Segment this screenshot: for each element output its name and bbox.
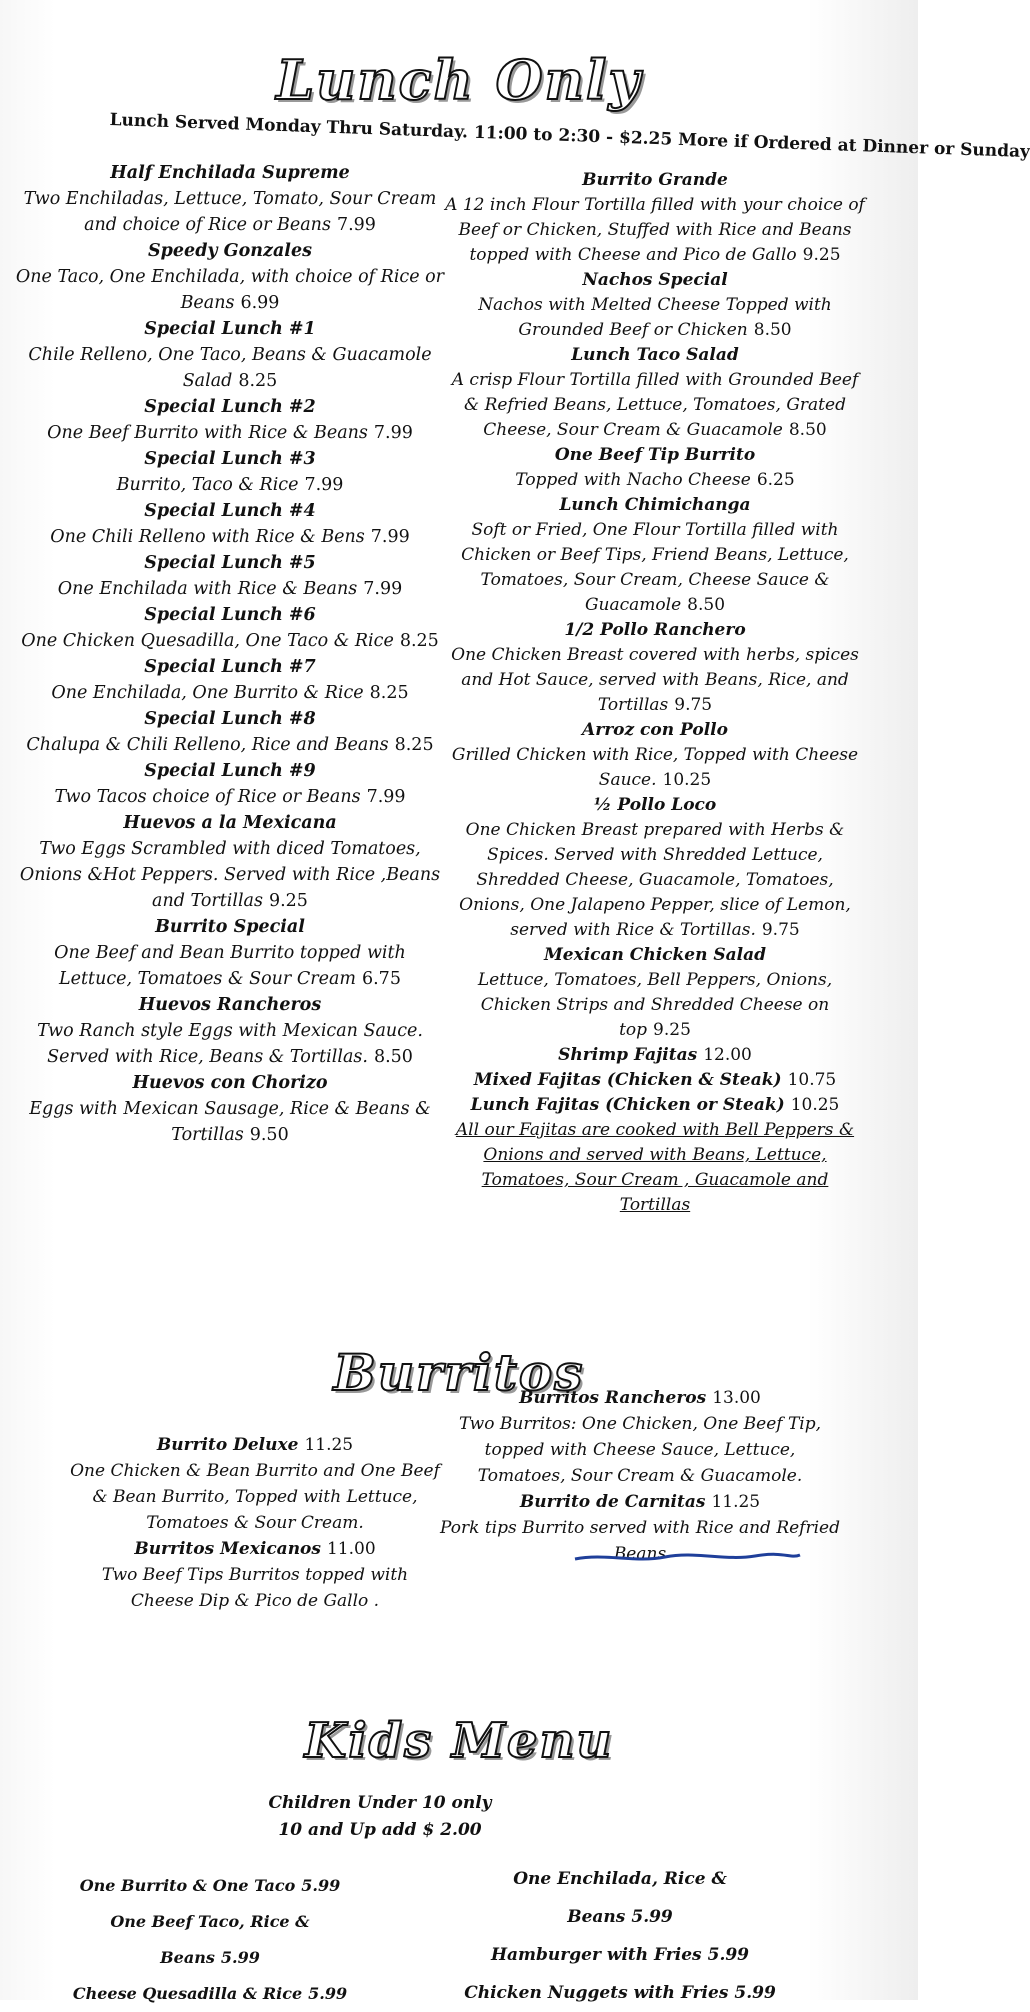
item-desc: One Beef and Bean Burrito topped with Lettuce, Tomatoes & Sour Cream xyxy=(54,943,406,989)
menu-item xyxy=(15,316,445,394)
lunch-right-column xyxy=(445,168,865,1218)
item-desc: Two Burritos: One Chicken, One Beef Tip, topped with Cheese Sauce, Lettuce, Tomatoes, Sour Cream & Guacamole. xyxy=(458,1414,822,1486)
item-price: 5.99 xyxy=(631,1907,673,1927)
item-desc: Two Enchiladas, Lettuce, Tomato, Sour Cream and choice of Rice or Beans xyxy=(23,189,437,235)
item-name: Burritos Mexicanos xyxy=(134,1539,321,1559)
item-price: 9.25 xyxy=(653,1020,691,1040)
item-price: 8.50 xyxy=(373,1047,413,1067)
item-name: Huevos a la Mexicana xyxy=(123,813,337,833)
kids-item xyxy=(460,1860,780,1936)
item-name: Huevos con Chorizo xyxy=(132,1073,328,1093)
item-name: Special Lunch #8 xyxy=(144,709,316,729)
item-name: ½ Pollo Loco xyxy=(593,795,717,815)
item-price: 10.25 xyxy=(662,770,712,790)
item-price: 9.50 xyxy=(249,1125,289,1145)
menu-item xyxy=(70,1432,440,1536)
item-price: 6.75 xyxy=(361,969,401,989)
menu-item xyxy=(15,706,445,758)
menu-item xyxy=(445,943,865,1043)
item-name: Burrito Grande xyxy=(582,170,728,190)
menu-item xyxy=(15,602,445,654)
item-name: One Enchilada, Rice & Beans xyxy=(513,1869,727,1927)
item-name: Special Lunch #6 xyxy=(144,605,316,625)
item-price: 6.25 xyxy=(756,470,795,490)
menu-item xyxy=(445,1068,865,1093)
item-desc: One Enchilada with Rice & Beans xyxy=(57,579,358,599)
menu-item xyxy=(15,914,445,992)
menu-item xyxy=(445,1043,865,1068)
item-desc: One Beef Burrito with Rice & Beans xyxy=(47,423,368,443)
kids-note-line1: Children Under 10 only xyxy=(268,1793,492,1813)
item-desc: Soft or Fried, One Flour Tortilla filled with Chicken or Beef Tips, Friend Beans, Lettuce, Tomatoes, Sour Cream, Cheese Sauce & Guacamole xyxy=(461,520,849,615)
item-price: 12.00 xyxy=(703,1045,752,1065)
item-price: 9.25 xyxy=(268,891,308,911)
kids-right-column xyxy=(460,1860,780,2012)
item-desc: Two Tacos choice of Rice or Beans xyxy=(54,787,361,807)
item-desc: Chile Relleno, One Taco, Beans & Guacamole Salad xyxy=(28,345,432,391)
item-price: 8.25 xyxy=(369,683,409,703)
menu-item xyxy=(445,443,865,493)
item-desc: Nachos with Melted Cheese Topped with Grounded Beef or Chicken xyxy=(478,295,832,340)
item-name: Burrito de Carnitas xyxy=(519,1492,706,1512)
item-name: Chicken Nuggets with Fries xyxy=(464,1983,729,2003)
item-desc: One Chicken & Bean Burrito and One Beef & Bean Burrito, Topped with Lettuce, Tomatoes & Sour Cream. xyxy=(70,1461,440,1533)
item-desc: Lettuce, Tomatoes, Bell Peppers, Onions, Chicken Strips and Shredded Cheese on top xyxy=(477,970,833,1040)
item-name: Burrito Deluxe xyxy=(156,1435,299,1455)
item-name: Special Lunch #3 xyxy=(144,449,316,469)
item-name: Special Lunch #1 xyxy=(144,319,316,339)
menu-item xyxy=(15,238,445,316)
item-name: Lunch Taco Salad xyxy=(571,345,739,365)
menu-item xyxy=(440,1385,840,1489)
kids-item xyxy=(60,1904,360,1976)
item-name: Mixed Fajitas (Chicken & Steak) xyxy=(473,1070,782,1090)
item-price: 7.99 xyxy=(336,215,376,235)
item-price: 6.99 xyxy=(240,293,280,313)
item-name: Burritos Rancheros xyxy=(519,1388,707,1408)
menu-item xyxy=(70,1536,440,1614)
item-name: Arroz con Pollo xyxy=(582,720,728,740)
item-desc: One Chicken Quesadilla, One Taco & Rice xyxy=(21,631,394,651)
item-desc: A 12 inch Flour Tortilla filled with your choice of Beef or Chicken, Stuffed with Rice and Beans topped with Cheese and Pico de Gallo xyxy=(445,195,865,265)
menu-item xyxy=(445,793,865,943)
item-price: 5.99 xyxy=(301,1876,341,1895)
kids-item xyxy=(60,1868,360,1904)
kids-item xyxy=(460,1936,780,1974)
menu-item xyxy=(15,446,445,498)
item-name: Special Lunch #2 xyxy=(144,397,316,417)
kids-item xyxy=(460,1974,780,2012)
item-price: 5.99 xyxy=(220,1948,260,1967)
item-price: 8.25 xyxy=(394,735,434,755)
item-price: 7.99 xyxy=(363,579,403,599)
kids-note-line2: 10 and Up add $ 2.00 xyxy=(278,1820,482,1840)
menu-item xyxy=(445,493,865,618)
kids-left-column xyxy=(60,1868,360,2012)
item-name: Special Lunch #4 xyxy=(144,501,316,521)
item-price: 7.99 xyxy=(366,787,406,807)
item-desc: Grilled Chicken with Rice, Topped with Cheese Sauce. xyxy=(451,745,859,790)
item-price: 5.99 xyxy=(734,1983,776,2003)
menu-item xyxy=(445,618,865,718)
item-price: 11.25 xyxy=(711,1492,761,1512)
menu-item xyxy=(15,394,445,446)
item-name: Huevos Rancheros xyxy=(138,995,322,1015)
item-price: 9.75 xyxy=(761,920,800,940)
item-desc: One Enchilada, One Burrito & Rice xyxy=(51,683,364,703)
item-desc: One Taco, One Enchilada, with choice of Rice or Beans xyxy=(15,267,445,313)
item-name: Nachos Special xyxy=(582,270,728,290)
burritos-right-column xyxy=(440,1385,840,1567)
item-name: Special Lunch #7 xyxy=(144,657,316,677)
item-desc: A crisp Flour Tortilla filled with Grounded Beef & Refried Beans, Lettuce, Tomatoes, Grated Cheese, Sour Cream & Guacamole xyxy=(451,370,859,440)
item-name: Burrito Special xyxy=(155,917,305,937)
menu-item xyxy=(445,168,865,268)
item-name: Cheese Quesadilla & Rice xyxy=(72,1984,303,2003)
menu-item xyxy=(15,992,445,1070)
item-price: 11.00 xyxy=(326,1539,376,1559)
menu-item xyxy=(445,1093,865,1118)
item-name: One Beef Tip Burrito xyxy=(554,445,756,465)
item-desc: Eggs with Mexican Sausage, Rice & Beans & Tortillas xyxy=(29,1099,431,1145)
item-price: 9.25 xyxy=(802,245,841,265)
item-price: 10.25 xyxy=(790,1095,840,1115)
item-desc: Two Beef Tips Burritos topped with Cheese Dip & Pico de Gallo . xyxy=(101,1565,409,1611)
menu-item xyxy=(15,810,445,914)
item-desc: Pork tips Burrito served with Rice and Refried Beans xyxy=(440,1518,840,1564)
menu-item xyxy=(15,160,445,238)
item-name: One Burrito & One Taco xyxy=(79,1876,296,1895)
menu-item xyxy=(15,1070,445,1148)
item-name: Mexican Chicken Salad xyxy=(543,945,767,965)
item-name: Speedy Gonzales xyxy=(148,241,312,261)
item-price: 13.00 xyxy=(712,1388,761,1408)
item-name: Half Enchilada Supreme xyxy=(110,163,350,183)
menu-item xyxy=(15,550,445,602)
item-price: 8.25 xyxy=(238,371,278,391)
kids-item xyxy=(60,1976,360,2012)
item-name: Lunch Chimichanga xyxy=(559,495,751,515)
lunch-hours-subtitle: Lunch Served Monday Thru Saturday. 11:00 to 2:30 - $2.25 More if Ordered at Dinner or Sunday xyxy=(109,110,1030,163)
menu-item xyxy=(15,654,445,706)
burritos-left-column xyxy=(70,1432,440,1614)
item-desc: Two Eggs Scrambled with diced Tomatoes, Onions &Hot Peppers. Served with Rice ,Beans and Tortillas xyxy=(19,839,441,911)
menu-item xyxy=(445,343,865,443)
crossed-out-scribble xyxy=(575,1553,800,1563)
fajitas-note: All our Fajitas are cooked with Bell Peppers & Onions and served with Beans, Lettuce, Tomatoes, Sour Cream , Guacamole and Tortillas xyxy=(455,1120,855,1215)
item-price: 8.25 xyxy=(399,631,439,651)
item-desc: One Chicken Breast covered with herbs, spices and Hot Sauce, served with Beans, Rice, and Tortillas xyxy=(451,645,859,715)
item-price: 11.25 xyxy=(304,1435,354,1455)
item-name: Lunch Fajitas (Chicken or Steak) xyxy=(470,1095,785,1115)
item-price: 7.99 xyxy=(373,423,413,443)
item-name: Hamburger with Fries xyxy=(490,1945,702,1965)
item-price: 8.50 xyxy=(687,595,726,615)
menu-item xyxy=(445,268,865,343)
item-price: 9.75 xyxy=(674,695,713,715)
item-desc: Topped with Nacho Cheese xyxy=(515,470,751,490)
kids-age-note xyxy=(250,1790,510,1844)
item-price: 8.50 xyxy=(788,420,827,440)
item-price: 8.50 xyxy=(753,320,792,340)
menu-item xyxy=(445,718,865,793)
item-price: 7.99 xyxy=(370,527,410,547)
lunch-only-title: Lunch Only xyxy=(276,48,642,112)
menu-item xyxy=(15,498,445,550)
item-name: One Beef Taco, Rice & Beans xyxy=(110,1912,310,1967)
item-name: Shrimp Fajitas xyxy=(558,1045,698,1065)
item-desc: Burrito, Taco & Rice xyxy=(116,475,299,495)
item-desc: Chalupa & Chili Relleno, Rice and Beans xyxy=(26,735,389,755)
menu-item xyxy=(15,758,445,810)
item-name: Special Lunch #9 xyxy=(144,761,316,781)
item-desc: Two Ranch style Eggs with Mexican Sauce. Served with Rice, Beans & Tortillas. xyxy=(37,1021,423,1067)
item-price: 10.75 xyxy=(787,1070,837,1090)
item-desc: One Chili Relleno with Rice & Bens xyxy=(50,527,365,547)
item-price: 7.99 xyxy=(304,475,344,495)
item-price: 5.99 xyxy=(308,1984,348,2003)
burritos-title: Burritos xyxy=(333,1343,585,1402)
item-desc: One Chicken Breast prepared with Herbs & Spices. Served with Shredded Lettuce, Shredded Cheese, Guacamole, Tomatoes, Onions, One Jalapeno Pepper, slice of Lemon, served with Rice & Tortillas. xyxy=(459,820,851,940)
kids-menu-title: Kids Menu xyxy=(304,1713,614,1769)
item-name: 1/2 Pollo Ranchero xyxy=(564,620,746,640)
item-name: Special Lunch #5 xyxy=(144,553,316,573)
item-price: 5.99 xyxy=(707,1945,750,1965)
lunch-left-column xyxy=(15,160,445,1148)
